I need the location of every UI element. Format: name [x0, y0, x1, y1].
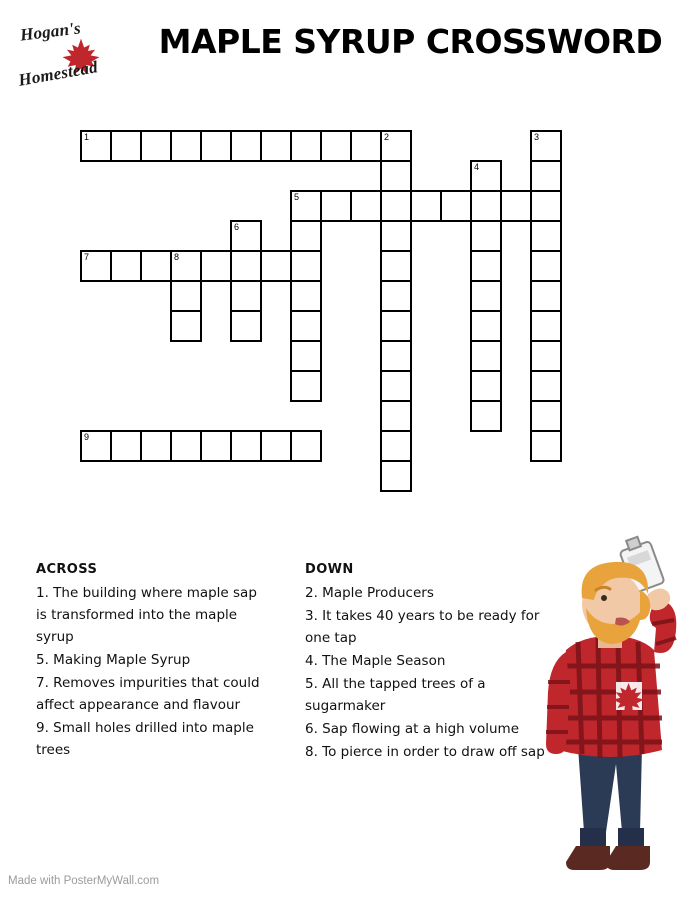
crossword-cell[interactable]: [500, 190, 532, 222]
crossword-cell[interactable]: [290, 130, 322, 162]
crossword-cell[interactable]: [290, 430, 322, 462]
crossword-cell[interactable]: [80, 130, 112, 162]
page-header: [0, 0, 695, 110]
crossword-cell[interactable]: [380, 400, 412, 432]
crossword-cell[interactable]: [380, 430, 412, 462]
crossword-cell[interactable]: [470, 310, 502, 342]
crossword-cell[interactable]: [290, 340, 322, 372]
crossword-cell[interactable]: [260, 130, 292, 162]
crossword-cell[interactable]: [200, 130, 232, 162]
crossword-cell[interactable]: [380, 370, 412, 402]
crossword-cell[interactable]: [530, 250, 562, 282]
across-clues: [36, 562, 266, 762]
crossword-cell-number: 2: [384, 132, 390, 142]
crossword-cell[interactable]: [530, 130, 562, 162]
crossword-cell[interactable]: [380, 160, 412, 192]
crossword-cell-number: 6: [234, 222, 240, 232]
crossword-cell[interactable]: [170, 280, 202, 312]
crossword-cell-number: 7: [84, 252, 90, 262]
crossword-cell[interactable]: [380, 220, 412, 252]
crossword-cell[interactable]: [470, 280, 502, 312]
crossword-cell[interactable]: [230, 310, 262, 342]
crossword-cell-number: 8: [174, 252, 180, 262]
crossword-cell[interactable]: [470, 190, 502, 222]
crossword-cell[interactable]: [320, 190, 352, 222]
crossword-cell[interactable]: [470, 400, 502, 432]
clue-item: 1. The building where maple sap is transformed into the maple syrup: [36, 585, 257, 645]
crossword-cell[interactable]: [380, 250, 412, 282]
brand-logo-line2: Homestead: [16, 57, 100, 90]
crossword-cell[interactable]: [380, 280, 412, 312]
crossword-cell[interactable]: [110, 130, 142, 162]
crossword-cell[interactable]: [350, 190, 382, 222]
page-title: MAPLE SYRUP CROSSWORD: [158, 22, 663, 61]
crossword-cell[interactable]: [470, 160, 502, 192]
crossword-cell[interactable]: [470, 220, 502, 252]
crossword-cell[interactable]: [230, 250, 262, 282]
clue-item: 5. Making Maple Syrup: [36, 652, 191, 668]
crossword-cell[interactable]: [110, 430, 142, 462]
crossword-cell-number: 1: [84, 132, 90, 142]
crossword-cell[interactable]: [530, 280, 562, 312]
crossword-cell-number: 4: [474, 162, 480, 172]
crossword-cell[interactable]: [380, 310, 412, 342]
crossword-cell[interactable]: [530, 310, 562, 342]
crossword-cell[interactable]: [380, 190, 412, 222]
crossword-cell[interactable]: [170, 310, 202, 342]
crossword-cell[interactable]: [260, 430, 292, 462]
crossword-cell[interactable]: [290, 190, 322, 222]
crossword-cell[interactable]: [110, 250, 142, 282]
down-heading: DOWN: [305, 562, 354, 577]
crossword-cell[interactable]: [470, 370, 502, 402]
crossword-cell[interactable]: [200, 430, 232, 462]
crossword-cell[interactable]: [80, 430, 112, 462]
crossword-cell[interactable]: [230, 430, 262, 462]
crossword-cell[interactable]: [170, 430, 202, 462]
crossword-cell[interactable]: [440, 190, 472, 222]
crossword-cell[interactable]: [140, 250, 172, 282]
clue-item: 2. Maple Producers: [305, 585, 434, 601]
crossword-cell[interactable]: [320, 130, 352, 162]
brand-logo-line1: Hogan's: [19, 18, 82, 45]
clue-item: 7. Removes impurities that could affect appearance and flavour: [36, 675, 260, 713]
crossword-cell-number: 5: [294, 192, 300, 202]
crossword-cell[interactable]: [170, 250, 202, 282]
brand-logo: [14, 16, 134, 104]
clue-item: 8. To pierce in order to draw off sap: [305, 744, 545, 760]
crossword-cell[interactable]: [380, 460, 412, 492]
crossword-cell[interactable]: [380, 340, 412, 372]
crossword-cell[interactable]: [410, 190, 442, 222]
crossword-cell[interactable]: [530, 370, 562, 402]
crossword-cell[interactable]: [200, 250, 232, 282]
crossword-cell[interactable]: [530, 160, 562, 192]
crossword-cell[interactable]: [290, 280, 322, 312]
clue-item: 9. Small holes drilled into maple trees: [36, 720, 254, 758]
crossword-cell[interactable]: [290, 370, 322, 402]
crossword-cell[interactable]: [230, 130, 262, 162]
lumberjack-illustration: [520, 532, 695, 882]
crossword-cell[interactable]: [140, 430, 172, 462]
crossword-cell[interactable]: [230, 220, 262, 252]
crossword-cell[interactable]: [470, 340, 502, 372]
crossword-cell[interactable]: [290, 220, 322, 252]
crossword-cell[interactable]: [530, 190, 562, 222]
clue-item: 3. It takes 40 years to be ready for one tap: [305, 608, 540, 646]
crossword-cell[interactable]: [380, 130, 412, 162]
clue-item: 5. All the tapped trees of a sugarmaker: [305, 676, 486, 714]
crossword-cell[interactable]: [530, 430, 562, 462]
across-heading: ACROSS: [36, 562, 98, 577]
crossword-cell[interactable]: [530, 340, 562, 372]
crossword-cell[interactable]: [470, 250, 502, 282]
crossword-cell[interactable]: [260, 250, 292, 282]
clue-item: 6. Sap flowing at a high volume: [305, 721, 520, 737]
crossword-cell-number: 3: [534, 132, 540, 142]
crossword-cell[interactable]: [530, 220, 562, 252]
crossword-cell[interactable]: [530, 400, 562, 432]
footer-credit: Made with PosterMyWall.com: [8, 875, 160, 887]
crossword-cell[interactable]: [140, 130, 172, 162]
crossword-cell[interactable]: [290, 310, 322, 342]
down-clues: [305, 562, 545, 764]
crossword-cell-number: 9: [84, 432, 90, 442]
clue-item: 4. The Maple Season: [305, 653, 446, 669]
crossword-cell[interactable]: [350, 130, 382, 162]
crossword-cell[interactable]: [230, 280, 262, 312]
crossword-cell[interactable]: [170, 130, 202, 162]
crossword-cell[interactable]: [290, 250, 322, 282]
crossword-cell[interactable]: [80, 250, 112, 282]
